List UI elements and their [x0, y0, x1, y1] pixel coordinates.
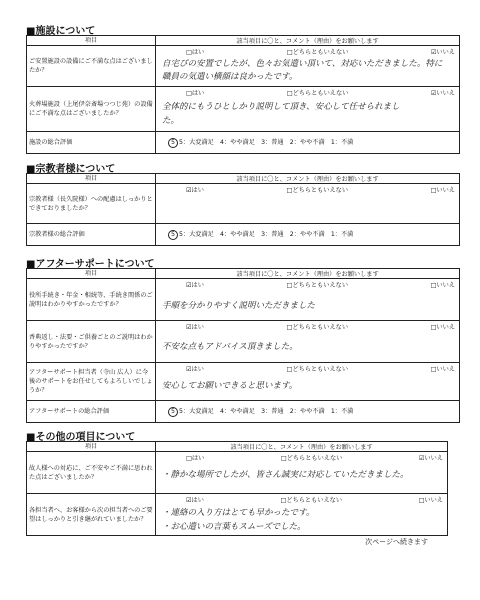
- option-yes[interactable]: ☑はい: [186, 497, 204, 504]
- handwritten-comment: ・お心遣いの言葉もスムーズでした。: [162, 522, 306, 532]
- question: 香典返し・法要・ご供養ごとのご説明はわかりやすかったですか？: [27, 321, 156, 363]
- other-table: [26, 441, 448, 536]
- option-no[interactable]: □いいえ: [418, 497, 443, 504]
- section-title-religious: ■宗教者様について: [26, 164, 116, 175]
- rating-mark[interactable]: 5: [168, 230, 178, 240]
- option-no[interactable]: □いいえ: [430, 187, 455, 194]
- overall-label: 宗教者様の総合評価: [27, 224, 156, 246]
- option-no[interactable]: ☑いいえ: [418, 455, 443, 462]
- option-yes[interactable]: □はい: [186, 455, 205, 462]
- question: 宗教者様（長久院様）への配慮はしっかりとできておりましたか？: [27, 184, 156, 224]
- overall-label: 施設の総合評価: [27, 132, 156, 154]
- option-neutral[interactable]: □どちらともいえない: [286, 324, 349, 331]
- header-note: 該当項目に〇と、コメント（理由）をお願いします: [156, 442, 448, 452]
- option-yes[interactable]: □はい: [186, 49, 205, 56]
- question: 火葬場施設（上尾伊奈斎場つつじ苑）の設備にご不満な点はございましたか？: [27, 87, 156, 132]
- handwritten-comment: 自宅ぴの安置でしたが、色々お気遣い頂いて、対応いただきました。特に: [162, 59, 443, 69]
- answer-cell: [156, 87, 460, 132]
- question: 役所手続き・年金・相続等、手続き関係のご説明はわかりやすかったですか？: [27, 279, 156, 321]
- overall-rating: 5 5：大変満足 4：やや満足 3：普通 2：やや不満 1：不満: [156, 132, 460, 154]
- option-yes[interactable]: ☑はい: [186, 366, 204, 373]
- answer-cell: [156, 494, 448, 536]
- option-yes[interactable]: ☑はい: [186, 282, 204, 289]
- overall-label: アフターサポートの総合評価: [27, 401, 156, 423]
- answer-cell: [156, 321, 460, 363]
- question: 各担当者へ、お客様から次の担当者へのご要望はしっかりと引き継がれていましたか？: [27, 494, 156, 536]
- option-no[interactable]: □いいえ: [430, 366, 455, 373]
- answer-cell: [156, 184, 460, 224]
- header-item: 項目: [27, 174, 156, 184]
- header-note: 該当項目に〇と、コメント（理由）をお願いします: [156, 269, 460, 279]
- answer-cell: [156, 452, 448, 494]
- handwritten-comment: 全体的にもうひとしかり説明して頂き、安心して任せられまし: [162, 102, 400, 112]
- handwritten-comment: た。: [162, 116, 180, 126]
- header-note: 該当項目に〇と、コメント（理由）をお願いします: [156, 36, 460, 46]
- continue-note: 次ページへ続きます: [365, 538, 428, 546]
- facility-table: [26, 35, 460, 154]
- section-title-facility: ■施設について: [26, 26, 96, 37]
- question: ご安置施設の設備にご不満な点はございましたか？: [27, 46, 156, 87]
- handwritten-comment: ・静かな場所でしたが、皆さん誠実に対応していただきました。: [162, 470, 409, 480]
- handwritten-comment: 手順を分かりやすく説明いただきました: [162, 301, 316, 311]
- overall-rating: 5 5：大変満足 4：やや満足 3：普通 2：やや不満 1：不満: [156, 401, 460, 423]
- handwritten-comment: 不安な点もアドバイス頂きました。: [162, 342, 298, 352]
- option-neutral[interactable]: □どちらともいえない: [286, 187, 349, 194]
- option-no[interactable]: ☑いいえ: [430, 90, 455, 97]
- header-note: 該当項目に〇と、コメント（理由）をお願いします: [156, 174, 460, 184]
- option-no[interactable]: □いいえ: [430, 282, 455, 289]
- rating-mark[interactable]: 5: [168, 407, 178, 417]
- option-neutral[interactable]: □どちらともいえない: [286, 282, 349, 289]
- header-item: 項目: [27, 36, 156, 46]
- religious-table: [26, 173, 460, 246]
- section-title-other: ■その他の項目について: [26, 432, 136, 443]
- header-item: 項目: [27, 442, 156, 452]
- answer-cell: [156, 46, 460, 87]
- option-yes[interactable]: ☑はい: [186, 324, 204, 331]
- answer-cell: [156, 279, 460, 321]
- header-item: 項目: [27, 269, 156, 279]
- handwritten-comment: ・連絡の入り方はとても早かったです。: [162, 508, 315, 518]
- handwritten-comment: 安心してお願いできると思います。: [162, 381, 298, 391]
- section-title-aftersupport: ■アフターサポートについて: [26, 259, 155, 270]
- aftersupport-table: [26, 268, 460, 423]
- option-neutral[interactable]: □どちらともいえない: [280, 497, 343, 504]
- question: 故人様への対応に、ご不安やご不満に思われた点はございましたか？: [27, 452, 156, 494]
- option-yes[interactable]: □はい: [186, 90, 205, 97]
- option-neutral[interactable]: □どちらともいえない: [286, 90, 349, 97]
- option-no[interactable]: □いいえ: [430, 324, 455, 331]
- handwritten-comment: 職員の気遣い横顔は良かったです。: [162, 72, 298, 82]
- option-no[interactable]: ☑いいえ: [430, 49, 455, 56]
- rating-mark[interactable]: 5: [168, 138, 178, 148]
- answer-cell: [156, 363, 460, 401]
- question: アフターサポート担当者（寺山 広人）に今後のサポートをお任せしてもよろしいでしょうか？: [27, 363, 156, 401]
- option-yes[interactable]: ☑はい: [186, 187, 204, 194]
- overall-rating: 5 5：大変満足 4：やや満足 3：普通 2：やや不満 1：不満: [156, 224, 460, 246]
- option-neutral[interactable]: □どちらともいえない: [286, 366, 349, 373]
- option-neutral[interactable]: □どちらともいえない: [280, 455, 343, 462]
- option-neutral[interactable]: □どちらともいえない: [286, 49, 349, 56]
